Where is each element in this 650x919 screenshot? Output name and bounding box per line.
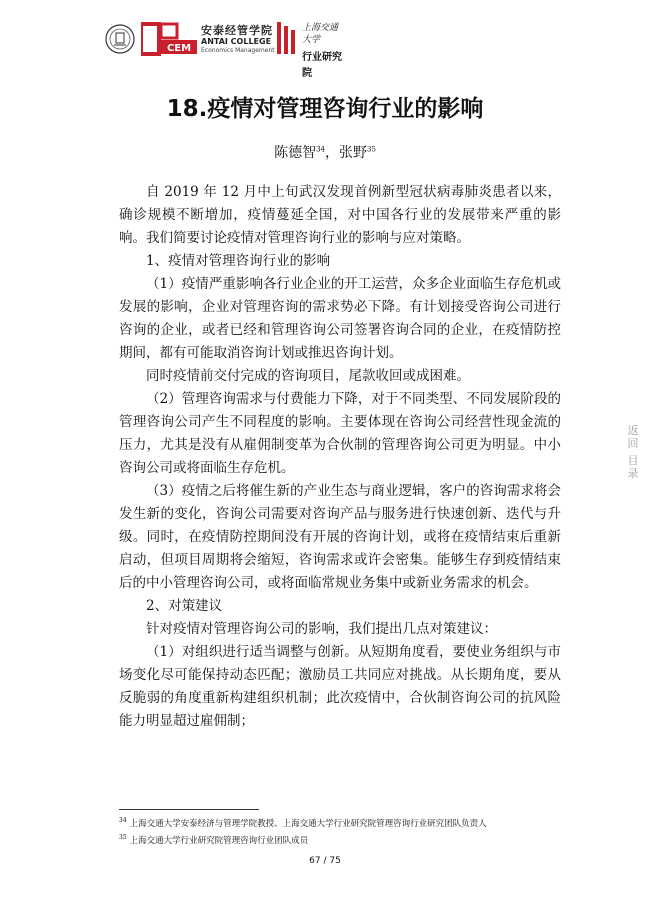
college-name-sub: Economics Management — [201, 47, 275, 54]
footnote-text: 上海交通大学行业研究院管理咨询行业团队成员 — [129, 835, 309, 846]
paragraph: （3）疫情之后将催生新的产业生态与商业逻辑，客户的咨询需求将会发生新的变化，咨询公司需要对咨询产品与服务进行快速创新、迭代与升级。同时，在疫情防控期间没有开展的咨询计划，或将在疫情结束后重新启动，但项目周期将会缩短，咨询需求或许会密集。能够生存到疫情结束后的中小管理咨询公司，或将面临常规业务集中或新业务需求的机会。 — [119, 483, 561, 591]
authors-line — [0, 142, 650, 162]
paragraph: （1）对组织进行适当调整与创新。从短期角度看，要使业务组织与市场变化尽可能保持动态匹配；激励员工共同应对挑战。从长期角度，要从反脆弱的角度重新构建组织机制；此次疫情中，合伙制咨询公司的抗风险能力明显超过雇佣制； — [119, 644, 561, 729]
footnote-text: 上海交通大学安泰经济与管理学院教授、上海交通大学行业研究院管理咨询行业研究团队负责人 — [129, 818, 487, 829]
section-heading: 1、疫情对管理咨询行业的影响 — [146, 253, 331, 269]
back-label: 返回 — [627, 424, 639, 450]
author-name: 陈德智 — [274, 145, 317, 161]
section-heading: 2、对策建议 — [146, 598, 223, 614]
acem-logo-icon — [141, 22, 197, 58]
footnote-number: 34 — [119, 817, 127, 824]
page-header — [105, 20, 345, 79]
paragraph: （2）管理咨询需求与付费能力下降，对于不同类型、不同发展阶段的管理咨询公司产生不同程度的影响。主要体现在咨询公司经营性现金流的压力，尤其是没有从雇佣制变革为合伙制的管理咨询公司更为明显。中小咨询公司或将面临生存危机。 — [119, 391, 561, 476]
footnote — [119, 814, 561, 831]
paragraph: （1）疫情严重影响各行业企业的开工运营，众多企业面临生存危机或发展的影响，企业对管理咨询的需求势必下降。有计划接受咨询公司进行咨询的企业，或者已经和管理咨询公司签署咨询合同的企业，在疫情防控期间，都有可能取消咨询计划或推迟咨询计划。 — [119, 276, 561, 361]
sjtu-institute — [302, 22, 345, 82]
author-name: 张野 — [339, 145, 367, 161]
paragraph: 针对疫情对管理咨询公司的影响，我们提出几点对策建议： — [146, 621, 497, 637]
footnote-divider — [119, 809, 259, 810]
svg-text:CEM: CEM — [166, 43, 192, 54]
paragraph: 同时疫情前交付完成的咨询项目，尾款收回或成困难。 — [146, 368, 470, 384]
page-number: 67 / 75 — [309, 856, 341, 866]
institute-logo-icon — [275, 20, 297, 56]
footnote — [119, 831, 561, 848]
university-seal-icon — [105, 24, 135, 54]
institute-name: 行业研究院 — [302, 52, 342, 79]
paragraph: 自 2019 年 12 月中上旬武汉发现首例新型冠状病毒肺炎患者以来，确诊规模不断增加，疫情蔓延全国，对中国各行业的发展带来严重的影响。我们简要讨论疫情对管理咨询行业的影响与应对策略。 — [119, 184, 561, 246]
page-title: 18.疫情对管理咨询行业的影响 — [166, 96, 484, 122]
college-name-cn: 安泰经管学院 — [201, 24, 273, 37]
article-body — [119, 181, 561, 733]
author-separator: ， — [325, 145, 339, 161]
contents-label: 目录 — [627, 454, 639, 480]
back-to-contents-link[interactable] — [626, 424, 640, 480]
college-name — [201, 24, 275, 55]
footnotes — [119, 814, 561, 848]
college-name-en: ANTAI COLLEGE — [201, 37, 272, 46]
footnote-ref: 35 — [367, 145, 376, 154]
footnote-ref: 34 — [316, 145, 325, 154]
footnote-number: 35 — [119, 833, 127, 841]
sjtu-handwriting: 上海交通大学 — [302, 23, 339, 45]
